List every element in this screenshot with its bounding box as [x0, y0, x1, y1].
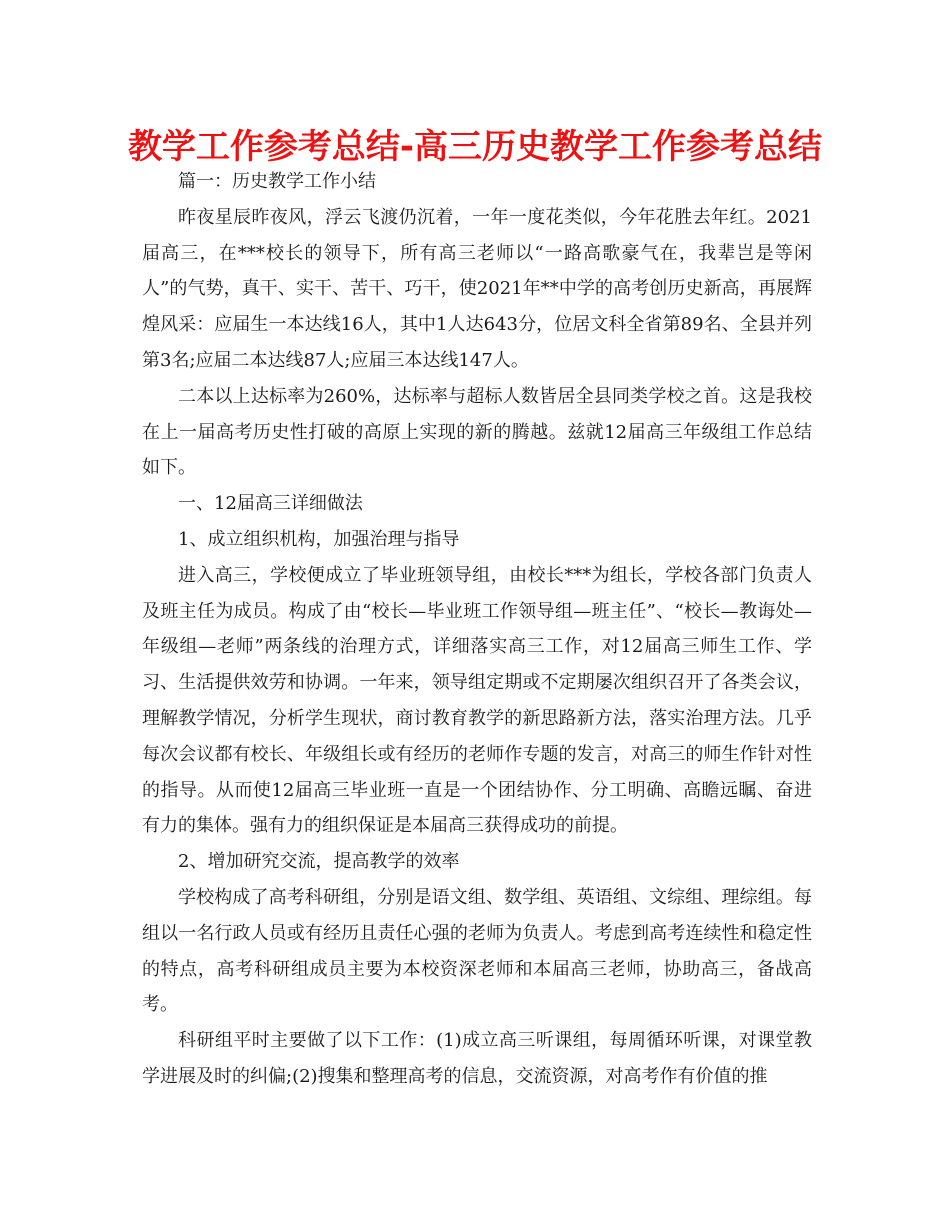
paragraph: 科研组平时主要做了以下工作：(1)成立高三听课组，每周循环听课，对课堂教学进展及时的纠偏;(2)搜集和整理高考的信息，交流资源，对高考作有价值的推	[142, 1030, 812, 1087]
section-heading: 一、12届高三详细做法	[178, 493, 363, 515]
section-heading: 1、成立组织机构，加强治理与指导	[178, 528, 460, 550]
document-title: 教学工作参考总结-高三历史教学工作参考总结	[127, 127, 823, 167]
document-body	[142, 164, 812, 1095]
paragraph: 二本以上达标率为260%，达标率与超标人数皆居全县同类学校之首。这是我校在上一届高考历史性打破的高原上实现的新的腾越。兹就12届高三年级组工作总结如下。	[142, 385, 812, 479]
paragraph: 学校构成了高考科研组，分别是语文组、数学组、英语组、文综组、理综组。每组以一名行政人员或有经历且责任心强的老师为负责人。考虑到高考连续性和稳定性的特点，高考科研组成员主要为本校资深老师和本届高三老师，协助高三，备战高考。	[142, 886, 812, 1016]
section-heading: 篇一：历史教学工作小结	[178, 171, 376, 192]
paragraph: 进入高三，学校便成立了毕业班领导组，由校长***为组长，学校各部门负责人及班主任为成员。构成了由“校长—毕业班工作领导组—班主任”、“校长—教诲处—年级组—老师”两条线的治理方式，详细落实高三工作，对12届高三师生工作、学习、生活提供效劳和协调。一年来，领导组定期或不定期屡次组织召开了各类会议，理解教学情况，分析学生现状，商讨教育教学的新思路新方法，落实治理方法。几乎每次会议都有校长、年级组长或有经历的老师作专题的发言，对高三的师生作针对性的指导。从而使12届高三毕业班一直是一个团结协作、分工明确、高瞻远瞩、奋进有力的集体。强有力的组织保证是本届高三获得成功的前提。	[142, 564, 812, 837]
section-heading: 2、增加研究交流，提高教学的效率	[178, 851, 460, 873]
paragraph: 昨夜星辰昨夜风，浮云飞渡仍沉着，一年一度花类似，今年花胜去年红。2021届高三，在***校长的领导下，所有高三老师以“一路高歌豪气在，我辈岂是等闲人”的气势，真干、实干、苦干、巧干，使2021年**中学的高考创历史新高，再展辉煌风采：应届生一本达线16人，其中1人达643分，位居文科全省第89名、全县并列第3名;应届二本达线87人;应届三本达线147人。	[142, 206, 812, 371]
